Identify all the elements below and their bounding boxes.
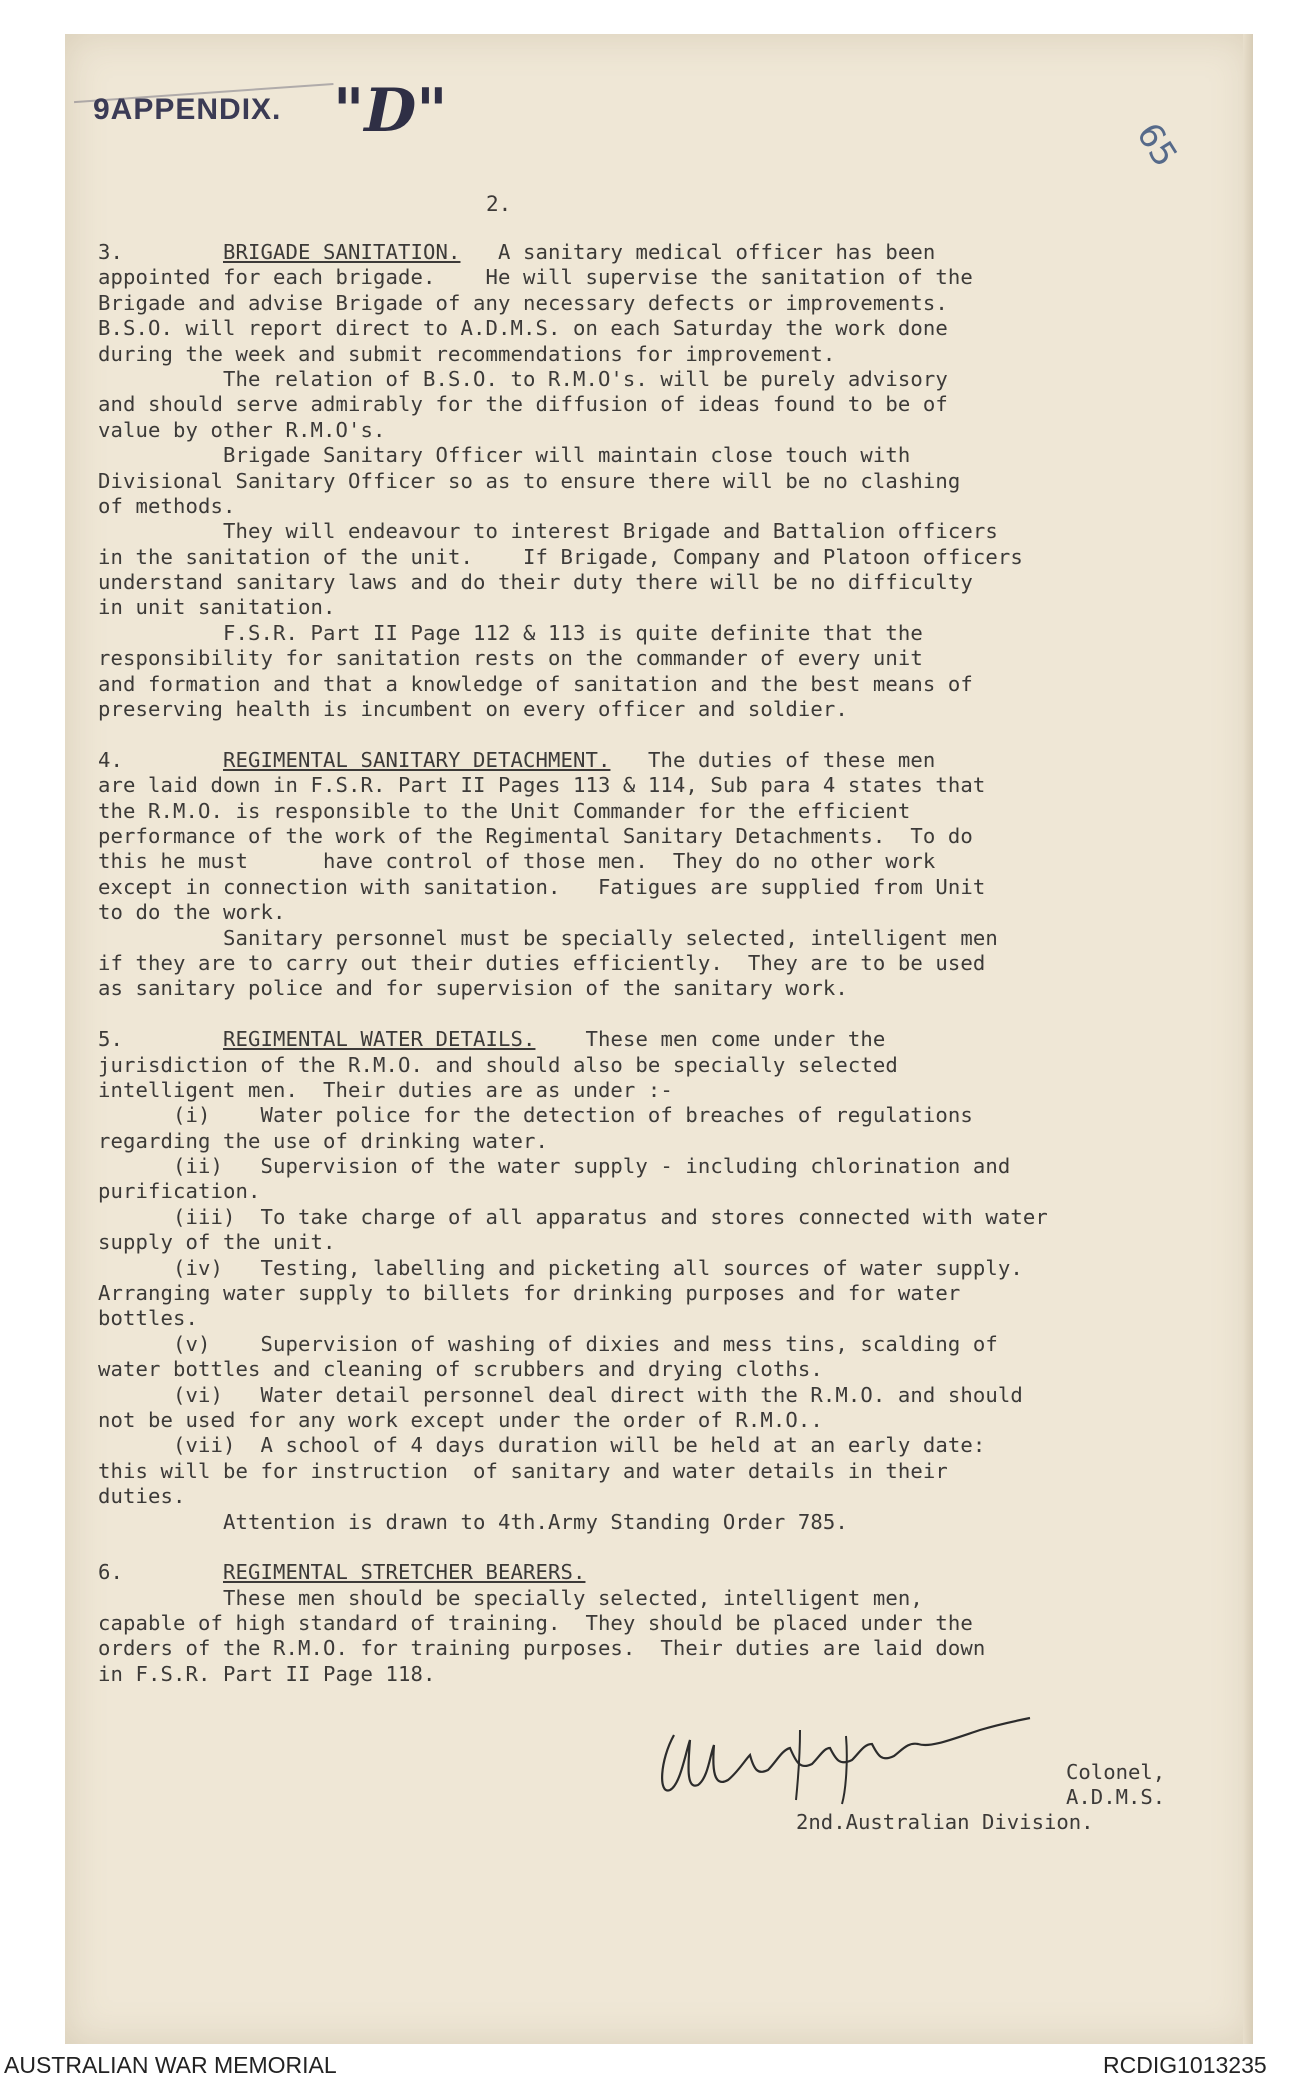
body-line: 3. BRIGADE SANITATION. A sanitary medical officer has been: [98, 240, 936, 264]
body-line: 6. REGIMENTAL STRETCHER BEARERS.: [98, 1560, 586, 1585]
body-line: (vii) A school of 4 days duration will be held at an early date:: [98, 1433, 986, 1458]
body-line: B.S.O. will report direct to A.D.M.S. on each Saturday the work done: [98, 316, 948, 341]
closing-rank: Colonel,: [1066, 1760, 1166, 1784]
body-line: [98, 1002, 1208, 1027]
body-line: in the sanitation of the unit. If Brigade, Company and Platoon officers: [98, 544, 1023, 569]
body-line: intelligent men. Their duties are as under :-: [98, 1077, 673, 1102]
page-number: 2.: [486, 192, 512, 216]
body-line: as sanitary police and for supervision of the sanitary work.: [98, 976, 848, 1001]
body-line: F.S.R. Part II Page 112 & 113 is quite definite that the: [98, 620, 923, 645]
body-line: purification.: [98, 1179, 261, 1204]
body-line: The relation of B.S.O. to R.M.O's. will be purely advisory: [98, 366, 948, 391]
footer-right: RCDIG1013235: [1103, 2052, 1267, 2078]
body-line: 5. REGIMENTAL WATER DETAILS. These men come under the: [98, 1027, 886, 1052]
body-line: to do the work.: [98, 900, 286, 925]
body-line: (ii) Supervision of the water supply - including chlorination and: [98, 1154, 1011, 1179]
section-heading: REGIMENTAL SANITARY DETACHMENT.: [223, 747, 611, 772]
folio-number: 65: [1128, 116, 1186, 174]
body-line: orders of the R.M.O. for training purposes. Their duties are laid down: [98, 1636, 986, 1661]
section-heading: REGIMENTAL WATER DETAILS.: [223, 1027, 536, 1052]
body-line: the R.M.O. is responsible to the Unit Commander for the efficient: [98, 798, 911, 823]
footer-left: AUSTRALIAN WAR MEMORIAL: [4, 2052, 337, 2078]
body-line: not be used for any work except under the order of R.M.O..: [98, 1407, 823, 1432]
section-heading: BRIGADE SANITATION.: [223, 240, 461, 264]
section-heading: REGIMENTAL STRETCHER BEARERS.: [223, 1560, 586, 1585]
body-line: bottles.: [98, 1306, 198, 1331]
body-line: preserving health is incumbent on every officer and soldier.: [98, 697, 848, 722]
body-line: These men should be specially selected, intelligent men,: [98, 1585, 923, 1610]
body-line: appointed for each brigade. He will supervise the sanitation of the: [98, 265, 973, 290]
body-line: jurisdiction of the R.M.O. and should also be specially selected: [98, 1052, 898, 1077]
body-line: Brigade Sanitary Officer will maintain close touch with: [98, 443, 911, 468]
body-line: and should serve admirably for the diffusion of ideas found to be of: [98, 392, 948, 417]
body-line: Arranging water supply to billets for drinking purposes and for water: [98, 1281, 961, 1306]
body-line: in F.S.R. Part II Page 118.: [98, 1661, 436, 1686]
body-line: responsibility for sanitation rests on the commander of every unit: [98, 646, 923, 671]
body-line: (iv) Testing, labelling and picketing all sources of water supply.: [98, 1255, 1023, 1280]
body-line: during the week and submit recommendations for improvement.: [98, 341, 836, 366]
body-line: duties.: [98, 1484, 186, 1509]
body-line: performance of the work of the Regimental Sanitary Detachments. To do: [98, 823, 973, 848]
signature: [650, 1700, 1040, 1810]
closing-title: A.D.M.S.: [1066, 1785, 1166, 1809]
body-line: They will endeavour to interest Brigade and Battalion officers: [98, 519, 998, 544]
handwritten-appendix-letter: "D": [333, 76, 448, 146]
body-line: if they are to carry out their duties efficiently. They are to be used: [98, 950, 986, 975]
body-line: [98, 722, 1208, 747]
body-line: Brigade and advise Brigade of any necessary defects or improvements.: [98, 290, 948, 315]
body-line: (vi) Water detail personnel deal direct with the R.M.O. and should: [98, 1382, 1023, 1407]
body-line: 4. REGIMENTAL SANITARY DETACHMENT. The duties of these men: [98, 747, 936, 772]
body-line: Attention is drawn to 4th.Army Standing Order 785.: [98, 1509, 848, 1534]
body-line: (iii) To take charge of all apparatus and stores connected with water: [98, 1204, 1048, 1229]
body-line: and formation and that a knowledge of sanitation and the best means of: [98, 671, 973, 696]
body-line: are laid down in F.S.R. Part II Pages 113 & 114, Sub para 4 states that: [98, 773, 986, 798]
body-line: Sanitary personnel must be specially selected, intelligent men: [98, 925, 998, 950]
body-line: water bottles and cleaning of scrubbers and drying cloths.: [98, 1357, 823, 1382]
body-line: capable of high standard of training. They should be placed under the: [98, 1611, 973, 1636]
body-line: (i) Water police for the detection of breaches of regulations: [98, 1103, 973, 1128]
body-line: in unit sanitation.: [98, 595, 336, 620]
body-line: understand sanitary laws and do their duty there will be no difficulty: [98, 570, 973, 595]
body-line: (v) Supervision of washing of dixies and mess tins, scalding of: [98, 1331, 998, 1356]
body-line: this will be for instruction of sanitary and water details in their: [98, 1458, 948, 1483]
closing-unit: 2nd.Australian Division.: [796, 1810, 1094, 1834]
body-line: [98, 1535, 1208, 1560]
body-line: except in connection with sanitation. Fatigues are supplied from Unit: [98, 874, 986, 899]
body-line: supply of the unit.: [98, 1230, 336, 1255]
body-line: value by other R.M.O's.: [98, 417, 386, 442]
body-line: of methods.: [98, 493, 236, 518]
body-line: Divisional Sanitary Officer so as to ensure there will be no clashing: [98, 468, 961, 493]
typed-body-text: [98, 240, 1208, 1687]
appendix-stamp: 9APPENDIX.: [93, 93, 282, 126]
body-line: this he must have control of those men. They do no other work: [98, 849, 936, 874]
body-line: regarding the use of drinking water.: [98, 1128, 548, 1153]
